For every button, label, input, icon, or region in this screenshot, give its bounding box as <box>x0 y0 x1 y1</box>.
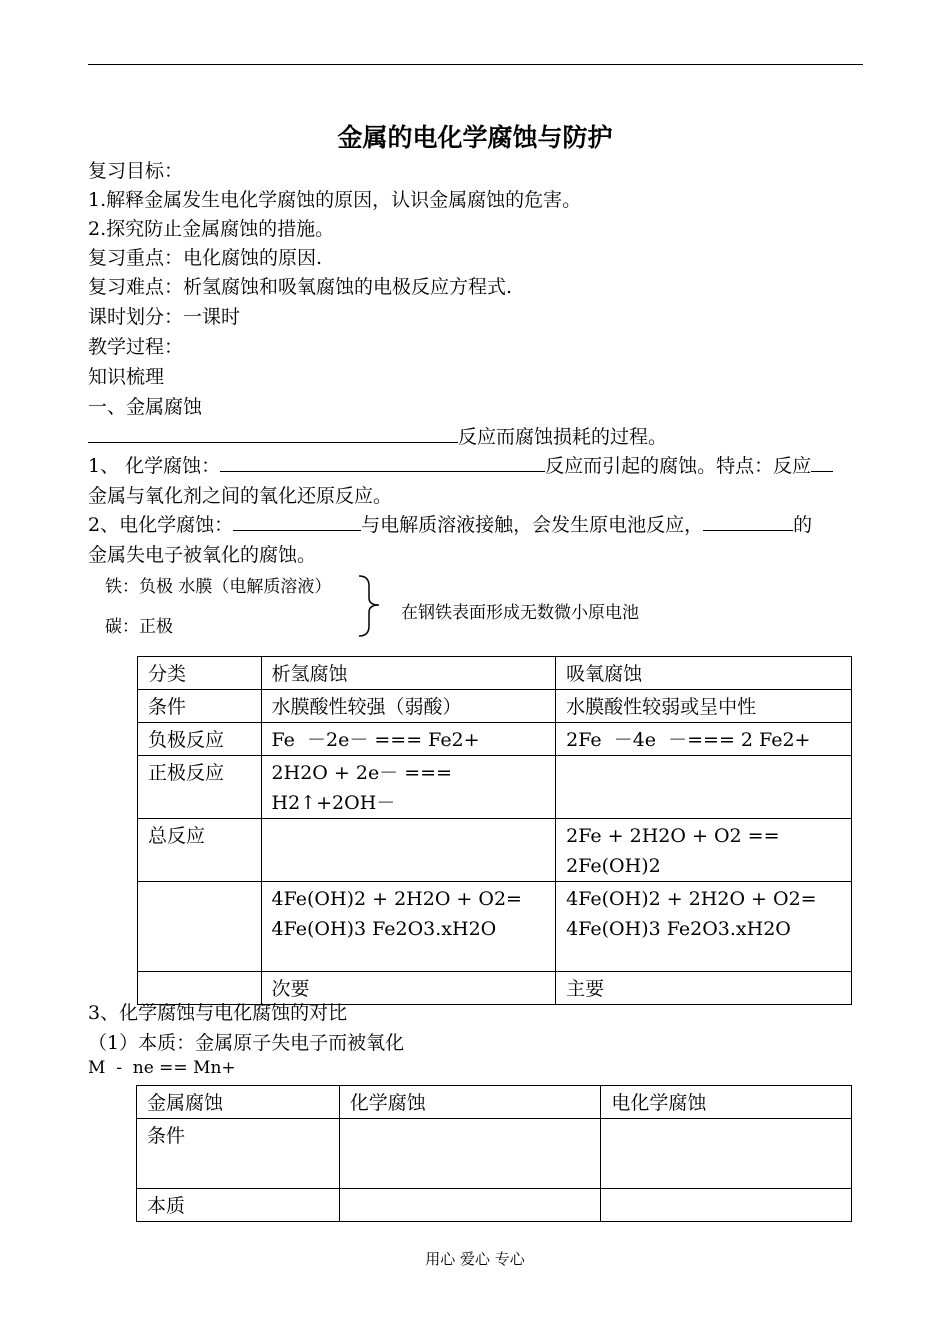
formula-line: M - ne == Mn+ <box>88 1058 236 1078</box>
table-cell: 2Fe + 2H2O + O2 == 2Fe(OH)2 <box>556 819 852 882</box>
carbon-label: 碳：正极 <box>105 617 173 637</box>
corrosion-table <box>137 656 852 1005</box>
table-row <box>138 723 852 756</box>
table-cell: 条件 <box>137 1119 340 1189</box>
table-row <box>138 690 852 723</box>
table-cell <box>601 1119 852 1189</box>
table-cell: 正极反应 <box>138 756 262 819</box>
table-cell <box>601 1189 852 1222</box>
table-cell <box>261 819 556 882</box>
text-line: 一、金属腐蚀 <box>88 396 203 418</box>
header-rule <box>88 64 863 65</box>
text-line: 课时划分：一课时 <box>88 306 241 328</box>
table-cell: 4Fe(OH)2 + 2H2O + O2= 4Fe(OH)3 Fe2O3.xH2O <box>261 882 556 972</box>
table-cell <box>138 882 262 972</box>
table-cell: 4Fe(OH)2 + 2H2O + O2= 4Fe(OH)3 Fe2O3.xH2O <box>556 882 852 972</box>
brace-icon <box>355 572 385 638</box>
table-cell <box>556 756 852 819</box>
table-cell: Fe －2e－ === Fe2+ <box>261 723 556 756</box>
text-line: 知识梳理 <box>88 366 165 388</box>
table-cell: 2Fe －4e －=== 2 Fe2+ <box>556 723 852 756</box>
table-cell: 2H2O + 2e－ === H2↑+2OH－ <box>261 756 556 819</box>
table-cell: 金属腐蚀 <box>137 1086 340 1119</box>
fill-blank[interactable] <box>233 514 361 531</box>
page-footer: 用心 爱心 专心 <box>425 1250 525 1268</box>
page-title: 金属的电化学腐蚀与防护 <box>337 123 613 152</box>
text-line: 教学过程： <box>88 336 184 358</box>
table-cell: 条件 <box>138 690 262 723</box>
table-cell: 水膜酸性较弱或呈中性 <box>556 690 852 723</box>
table-row <box>137 1189 852 1222</box>
fill-blank[interactable] <box>811 455 833 472</box>
text-line: 复习重点：电化腐蚀的原因. <box>88 247 323 269</box>
table-cell: 次要 <box>261 972 556 1005</box>
text-line: 复习难点：析氢腐蚀和吸氧腐蚀的电极反应方程式. <box>88 276 513 298</box>
table-cell: 化学腐蚀 <box>339 1086 601 1119</box>
cell-diagram <box>105 570 685 640</box>
table-cell: 主要 <box>556 972 852 1005</box>
table-cell: 负极反应 <box>138 723 262 756</box>
text-line: 复习目标： <box>88 160 184 182</box>
text-line: 反应而腐蚀损耗的过程。 <box>88 422 667 449</box>
text-line: 1、 化学腐蚀： 反应而引起的腐蚀。特点：反应 <box>88 451 833 478</box>
table-cell: 吸氧腐蚀 <box>556 657 852 690</box>
essence-line: （1）本质：金属原子失电子而被氧化 <box>88 1032 405 1054</box>
fill-blank[interactable] <box>220 455 545 472</box>
table-row <box>138 657 852 690</box>
table-cell <box>339 1189 601 1222</box>
table-cell <box>339 1119 601 1189</box>
text-line: 2、电化学腐蚀： 与电解质溶液接触，会发生原电池反应， 的 <box>88 514 813 536</box>
table-row <box>137 1119 852 1189</box>
text-line: 1.解释金属发生电化学腐蚀的原因，认识金属腐蚀的危害。 <box>88 189 582 211</box>
fill-blank[interactable] <box>703 514 793 531</box>
table-cell: 水膜酸性较强（弱酸） <box>261 690 556 723</box>
text-line: 金属失电子被氧化的腐蚀。 <box>88 544 317 566</box>
table-row <box>138 819 852 882</box>
table-cell: 本质 <box>137 1189 340 1222</box>
section-heading: 3、化学腐蚀与电化腐蚀的对比 <box>88 1002 348 1024</box>
table-row <box>138 756 852 819</box>
table-cell: 析氢腐蚀 <box>261 657 556 690</box>
table-cell: 电化学腐蚀 <box>601 1086 852 1119</box>
table-row <box>138 882 852 972</box>
table-cell: 分类 <box>138 657 262 690</box>
table-row <box>137 1086 852 1119</box>
iron-label: 铁：负极 水膜（电解质溶液） <box>105 577 332 597</box>
fill-blank[interactable] <box>88 426 458 443</box>
cell-note: 在钢铁表面形成无数微小原电池 <box>401 603 639 623</box>
table-cell: 总反应 <box>138 819 262 882</box>
comparison-table <box>136 1085 852 1222</box>
text-line: 2.探究防止金属腐蚀的措施。 <box>88 218 335 240</box>
text-line: 金属与氧化剂之间的氧化还原反应。 <box>88 485 393 507</box>
